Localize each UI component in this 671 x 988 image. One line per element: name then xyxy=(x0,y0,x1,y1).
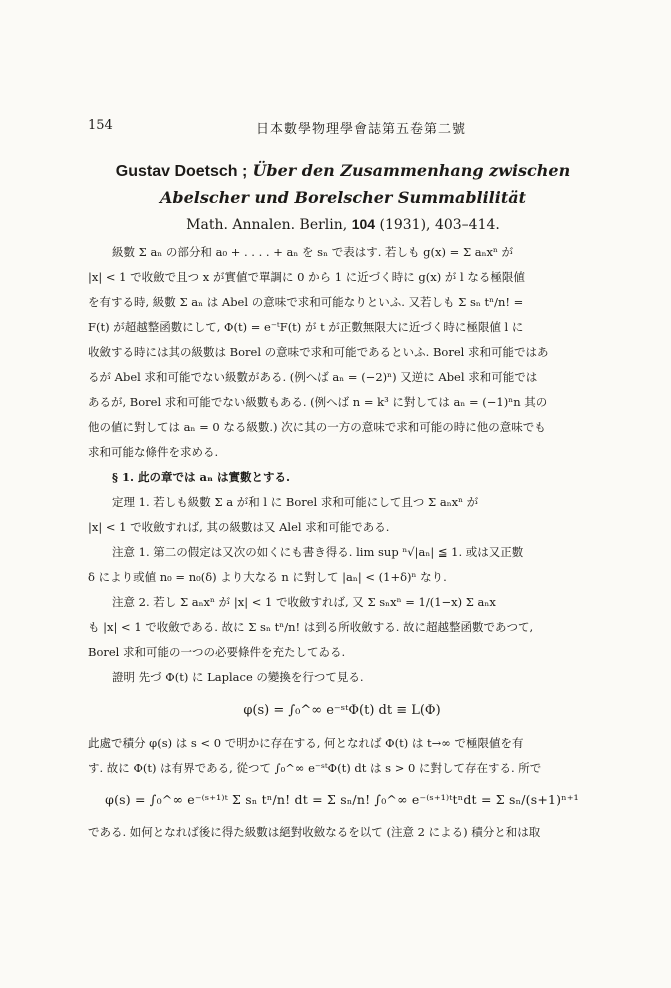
running-header xyxy=(88,118,598,138)
text-line: 注意 2. 若し Σ aₙxⁿ が |x| < 1 で收斂すれば, 又 Σ sₙxⁿ = 1/(1−x) Σ aₙx xyxy=(112,595,496,609)
text-line: 此處で積分 φ(s) は s < 0 で明かに存在する, 何となれば Φ(t) は t→∞ で極限値を有 xyxy=(88,736,524,750)
text-line: あるが, Borel 求和可能でない級數もある. (例へば n = k³ に對しては aₙ = (−1)ⁿn 其の xyxy=(88,395,548,409)
citation-journal: Math. Annalen. Berlin, xyxy=(186,217,348,233)
citation-volume: 104 xyxy=(351,216,376,232)
equation-laplace: φ(s) = ∫₀^∞ e⁻ˢᵗΦ(t) dt ≡ L(Φ) xyxy=(243,703,441,718)
text-line: 收斂する時には其の級數は Borel の意味で求和可能であるといふ. Borel 求和可能ではあ xyxy=(88,345,549,359)
text-line: δ により或値 n₀ = n₀(δ) より大なる n に對して |aₙ| < (1+δ)ⁿ なり. xyxy=(88,570,447,584)
equation-series: φ(s) = ∫₀^∞ e⁻⁽ˢ⁺¹⁾ᵗ Σ sₙ tⁿ/n! dt = Σ sₙ/n! ∫₀^∞ e⁻⁽ˢ⁺¹⁾ᵗtⁿdt = Σ sₙ/(s+1)ⁿ⁺¹ xyxy=(105,792,579,807)
article-body xyxy=(88,240,596,845)
section-1-heading xyxy=(88,465,596,490)
text-line: 求和可能な條件を求める. xyxy=(88,445,219,459)
journal-title: 日本數學物理學會誌第五卷第二號 xyxy=(256,122,467,137)
text-line: F(t) が超越整函數にして, Φ(t) = e⁻ᵗF(t) が t が正數無限大に近づく時に極限値 l に xyxy=(88,320,524,334)
text-line: す. 故に Φ(t) は有界である, 從つて ∫₀^∞ e⁻ˢᵗΦ(t) dt は s > 0 に對して存在する. 所で xyxy=(88,761,542,775)
proof xyxy=(88,665,596,845)
author-name: Gustav Doetsch ; xyxy=(115,163,248,180)
text-line: 級數 Σ aₙ の部分和 a₀ + . . . . + aₙ を sₙ で表はす. 若しも g(x) = Σ aₙxⁿ が xyxy=(112,245,514,259)
page-number: 154 xyxy=(88,118,113,133)
text-line: 定理 1. 若しも級數 Σ a が和 l に Borel 求和可能にして且つ Σ aₙxⁿ が xyxy=(112,495,479,509)
section-heading: § 1. 此の章では aₙ は實數とする. xyxy=(112,470,290,484)
text-line: 他の値に對しては aₙ = 0 なる級數.) 次に其の一方の意味で求和可能の時に他の意味でも xyxy=(88,420,546,434)
text-line: も |x| < 1 で收斂である. 故に Σ sₙ tⁿ/n! は到る所收斂する. 故に超越整函數であつて, xyxy=(88,620,534,634)
citation xyxy=(88,216,598,233)
text-line: である. 如何となれば後に得た級數は絕對收斂なるを以て (注意 2 による) 積分と和は取 xyxy=(88,825,541,839)
article-title-block xyxy=(88,158,598,211)
text-line: るが Abel 求和可能でない級數がある. (例へば aₙ = (−2)ⁿ) 又逆に Abel 求和可能では xyxy=(88,370,538,384)
paragraph-definitions xyxy=(88,240,596,465)
text-line: |x| < 1 で收斂で且つ x が實値で單調に 0 から 1 に近づく時に g(x) が l なる極限値 xyxy=(88,270,525,284)
citation-pages: (1931), 403–414. xyxy=(379,217,500,233)
theorem-1 xyxy=(88,490,596,540)
text-line: |x| < 1 で收斂すれば, 其の級數は又 Alel 求和可能である. xyxy=(88,520,390,534)
title-line-1: Über den Zusammenhang zwischen xyxy=(252,161,571,180)
note-2 xyxy=(88,590,596,665)
text-line: 證明 先づ Φ(t) に Laplace の變換を行つて見る. xyxy=(112,670,364,684)
note-1 xyxy=(88,540,596,590)
text-line: 注意 1. 第二の假定は又次の如くにも書き得る. lim sup ⁿ√|aₙ| ≦ 1. 或は又正數 xyxy=(112,545,524,559)
title-line-2: Abelscher und Borelscher Summablilität xyxy=(160,188,526,207)
text-line: Borel 求和可能の一つの必要條件を充たしてゐる. xyxy=(88,645,346,659)
text-line: を有する時, 級數 Σ aₙ は Abel の意味で求和可能なりといふ. 又若しも Σ sₙ tⁿ/n! = xyxy=(88,295,524,309)
